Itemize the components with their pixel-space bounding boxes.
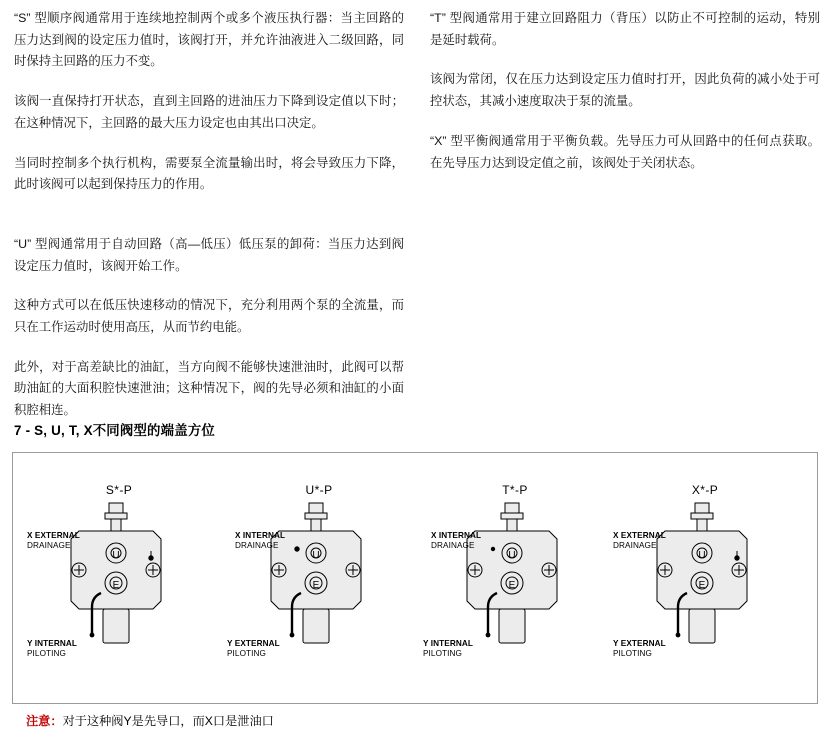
figure-container [12, 452, 818, 704]
bottom-label-line2: PILOTING [227, 649, 267, 659]
top-label-line1: X INTERNAL [431, 531, 482, 540]
paragraph: 当同时控制多个执行机构，需要泵全流量输出时，将会导致压力下降，此时该阀可以起到保持压力的作用。 [14, 155, 404, 192]
bottom-label-line2: PILOTING [423, 649, 463, 659]
valve-title: S*-P [105, 483, 133, 497]
top-label-line1: X EXTERNAL [613, 531, 666, 540]
svg-text:U: U [508, 550, 516, 561]
valve-title: T*-P [502, 483, 528, 497]
svg-text:E: E [312, 580, 320, 591]
valve-diagram-s [21, 453, 217, 705]
paragraph: 此外，对于高差缺比的油缸，当方向阀不能够快速泄油时，此阀可以帮助油缸的大面积腔快速泄油；这种情况下，阀的先导必须和油缸的小面积腔相连。 [14, 359, 404, 418]
left-column [14, 8, 404, 440]
paragraph: “X” 型平衡阀通常用于平衡负载。先导压力可从回路中的任何点获取。在先导压力达到设定值之前，该阀处于关闭状态。 [430, 133, 820, 170]
valve-body-graphic [455, 501, 575, 661]
paragraph: 该阀一直保持打开状态，直到主回路的进油压力下降到设定值以下时；在这种情况下，主回路的最大压力设定也由其出口决定。 [14, 94, 404, 130]
paragraph: 这种方式可以在低压快速移动的情况下，充分利用两个泵的全流量，而只在工作运动时使用高压，从而节约电能。 [14, 298, 404, 335]
paragraph: 该阀为常闭，仅在压力达到设定压力值时打开，因此负荷的减小处于可控状态，其减小速度取决于泵的流量。 [430, 72, 820, 109]
paragraph: “S” 型顺序阀通常用于连续地控制两个或多个液压执行器：当主回路的压力达到阀的设定压力值时，该阀打开，并允许油液进入二级回路，同时保持主回路的压力不变。 [14, 11, 404, 69]
bottom-label [227, 639, 280, 660]
bottom-label-line1: Y EXTERNAL [227, 639, 280, 648]
bottom-label-line1: Y EXTERNAL [613, 639, 666, 648]
note-text: 对于这种阀Y是先导口，而X口是泄油口 [62, 714, 274, 728]
top-label-line2: DRAINAGE [431, 541, 475, 551]
bottom-label-line2: PILOTING [27, 649, 67, 659]
paragraph: “T” 型阀通常用于建立回路阻力（背压）以防止不可控制的运动，特别是延时载荷。 [430, 11, 820, 47]
valve-body-graphic [59, 501, 179, 661]
svg-text:E: E [112, 580, 120, 591]
svg-text:E: E [698, 580, 706, 591]
top-label-line2: DRAINAGE [613, 541, 657, 551]
top-label [235, 531, 285, 552]
bottom-label [27, 639, 77, 660]
bottom-label [613, 639, 666, 660]
bottom-label-line1: Y INTERNAL [27, 639, 77, 648]
column-spacer [14, 214, 404, 234]
bottom-label-line2: PILOTING [613, 649, 653, 659]
svg-text:U: U [112, 550, 120, 561]
top-label-line1: X INTERNAL [235, 531, 286, 540]
top-label-line2: DRAINAGE [235, 541, 279, 551]
top-label-line1: X EXTERNAL [27, 531, 80, 540]
valve-title: U*-P [305, 483, 333, 497]
valve-diagram-t [417, 453, 613, 705]
top-label-line2: DRAINAGE [27, 541, 71, 551]
top-label [27, 531, 80, 552]
valve-diagram-x [607, 453, 803, 705]
figure-note [26, 712, 274, 729]
svg-text:U: U [698, 550, 706, 561]
paragraph: “U” 型阀通常用于自动回路（高—低压）低压泵的卸荷：当压力达到阀设定压力值时，该阀开始工作。 [14, 236, 404, 273]
svg-text:E: E [508, 580, 516, 591]
bottom-label [423, 639, 473, 660]
valve-title: X*-P [691, 483, 719, 497]
section-heading: 7 - S, U, T, X不同阀型的端盖方位 [14, 423, 216, 438]
valve-body-graphic [259, 501, 379, 661]
figure-inner [13, 453, 817, 703]
top-label [613, 531, 666, 552]
note-label: 注意： [26, 714, 63, 728]
top-label [431, 531, 481, 552]
valve-body-graphic [645, 501, 765, 661]
right-column [430, 8, 820, 440]
valve-diagram-u [221, 453, 417, 705]
bottom-label-line1: Y INTERNAL [423, 639, 473, 648]
svg-text:U: U [312, 550, 320, 561]
